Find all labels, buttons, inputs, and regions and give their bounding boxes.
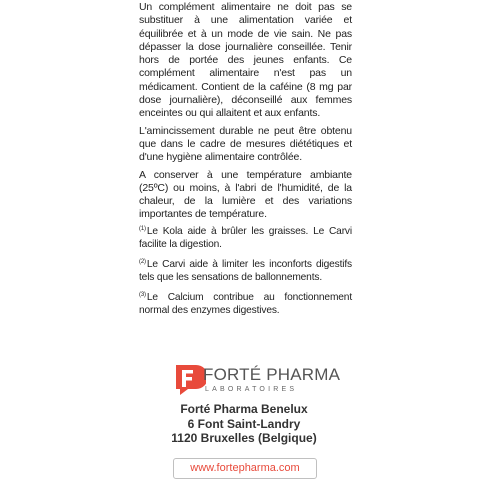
- company-address: [150, 402, 338, 446]
- footnote-2: [139, 256, 352, 285]
- website-link[interactable]: www.fortepharma.com: [173, 458, 317, 479]
- footnote-1: [139, 223, 352, 252]
- address-line-1: Forté Pharma Benelux: [180, 402, 308, 416]
- brand-name: FORTÉ PHARMA: [203, 365, 341, 384]
- warning-paragraph-1: Un complément alimentaire ne doit pas se substituer à une alimentation variée et équilibrée et à un mode de vie sain. Ne pas dépasser la dose journalière conseillée. Tenir hors de portée des jeunes enfants. Ce complément alimentaire n'est pas un médicament. Contient de la caféine (8 mg par dose journalière), déconseillé aux femmes enceintes ou qui allaitent et aux enfants.: [139, 1, 352, 120]
- footnote-text: Le Calcium contribue au fonctionnement normal des enzymes digestives.: [139, 291, 352, 317]
- warning-text-block: [139, 1, 352, 226]
- address-line-2: 6 Font Saint-Landry: [187, 416, 301, 431]
- brand-subtitle: LABORATOIRES: [205, 386, 298, 393]
- footnote-marker: (1): [139, 226, 146, 232]
- address-line-3: 1120 Bruxelles (Belgique): [171, 431, 317, 445]
- footnote-text: Le Kola aide à brûler les graisses. Le Carvi facilite la digestion.: [139, 226, 352, 251]
- footnote-3: [139, 289, 352, 318]
- forte-pharma-logo-icon: [170, 361, 206, 397]
- footnote-marker: (3): [139, 291, 146, 298]
- storage-paragraph: A conserver à une température ambiante (25ºC) ou moins, à l'abri de l'humidité, de la chaleur, de la lumière et des variations importantes de température.: [139, 168, 352, 221]
- footnote-marker: (2): [139, 258, 146, 265]
- warning-paragraph-2: L'amincissement durable ne peut être obtenu que dans le cadre de mesures diététiques et d'une hygiène alimentaire contrôlée.: [139, 124, 352, 164]
- footnote-text: Le Carvi aide à limiter les inconforts digestifs tels que les sensations de ballonnements.: [139, 258, 352, 284]
- footnotes-block: [139, 223, 352, 321]
- forte-pharma-logo: [170, 361, 341, 397]
